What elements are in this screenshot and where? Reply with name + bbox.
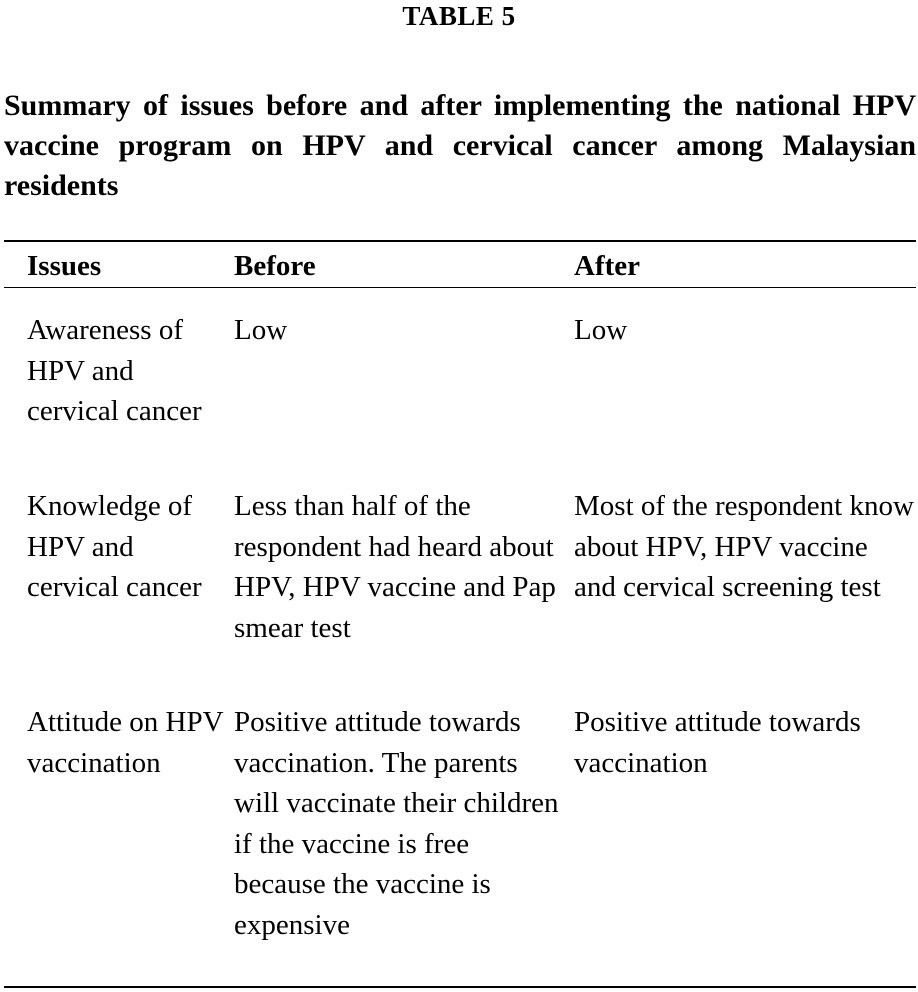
row-knowledge-issue: Knowledge of HPV and cervical cancer <box>27 490 202 603</box>
row-attitude-after: Positive attitude towards vaccination <box>574 706 861 779</box>
row-knowledge-before: Less than half of the respondent had heard about HPV, HPV vaccine and Pap smear test <box>234 490 556 644</box>
row-knowledge-after: Most of the respondent know about HPV, HPV vaccine and cervical screening test <box>574 490 914 603</box>
header-before: Before <box>234 250 316 282</box>
table-caption: Summary of issues before and after implementing the national HPV vaccine program on HPV and cervical cancer among Malaysian residents <box>4 89 916 202</box>
row-attitude-issue: Attitude on HPV vaccination <box>27 706 224 779</box>
header-issues: Issues <box>27 250 102 282</box>
row-awareness-after: Low <box>574 314 628 346</box>
row-attitude-before: Positive attitude towards vaccination. The parents will vaccinate their children if the vaccine is free because the vaccine is expensive <box>234 706 559 941</box>
table-top-rule <box>4 240 916 242</box>
table-bottom-rule <box>4 986 916 988</box>
row-awareness-before: Low <box>234 314 288 346</box>
header-after: After <box>574 250 641 282</box>
table-header-rule <box>4 287 916 288</box>
row-awareness-issue: Awareness of HPV and cervical cancer <box>27 314 202 427</box>
table-label: TABLE 5 <box>402 1 516 31</box>
